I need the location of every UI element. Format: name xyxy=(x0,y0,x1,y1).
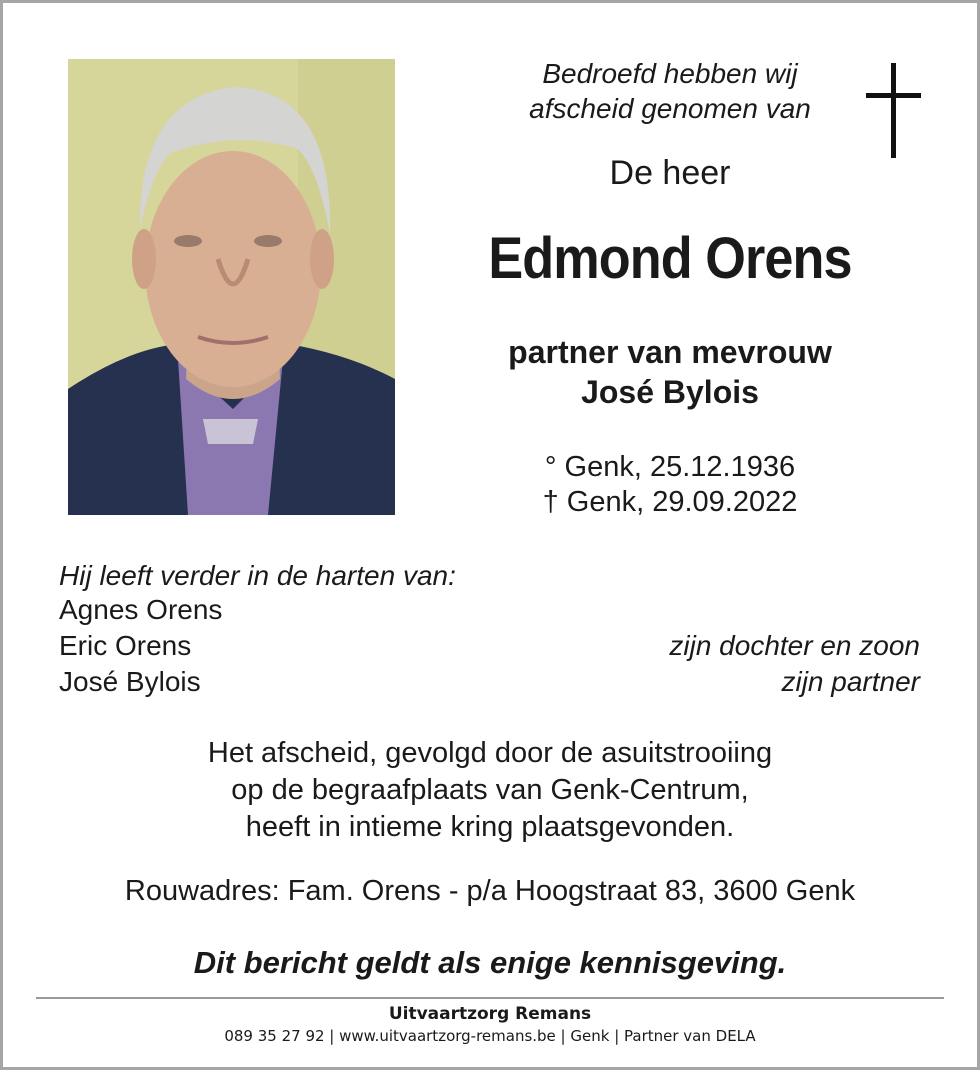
deceased-name: Edmond Orens xyxy=(488,226,852,291)
notice-text: Dit bericht geldt als enige kennisgeving. xyxy=(193,945,787,980)
partner-text xyxy=(430,332,910,412)
mourning-address: Rouwadres: Fam. Orens - p/a Hoogstraat 83, 3600 Genk xyxy=(124,875,856,907)
partner-line-1: partner van mevrouw xyxy=(508,334,832,370)
family-member-name: José Bylois xyxy=(59,666,201,697)
death-date: † Genk, 29.09.2022 xyxy=(542,486,798,518)
funeral-home-name: Uitvaartzorg Remans xyxy=(388,1004,592,1024)
family-member-name: Agnes Orens xyxy=(59,594,223,625)
announcement-line-2: op de begraafplaats van Genk-Centrum, xyxy=(231,774,749,806)
intro-line-2: afscheid genomen van xyxy=(529,93,811,124)
partner-line-2: José Bylois xyxy=(581,374,759,410)
intro-line-1: Bedroefd hebben wij xyxy=(542,58,798,89)
portrait-photo xyxy=(68,59,395,515)
birth-date: ° Genk, 25.12.1936 xyxy=(544,451,796,483)
footer-divider xyxy=(36,997,944,999)
life-dates xyxy=(430,450,910,520)
family-member-name: Eric Orens xyxy=(59,630,192,661)
farewell-announcement xyxy=(0,735,980,846)
family-member-relation: zijn partner xyxy=(781,666,920,697)
announcement-line-1: Het afscheid, gevolgd door de asuitstrooiing xyxy=(207,737,773,769)
funeral-home-info: 089 35 27 92 | www.uitvaartzorg-remans.be | Genk | Partner van DELA xyxy=(224,1027,756,1045)
intro-text xyxy=(430,56,910,126)
family-member-relation: zijn dochter en zoon xyxy=(669,630,920,661)
announcement-line-3: heeft in intieme kring plaatsgevonden. xyxy=(245,811,735,843)
family-intro: Hij leeft verder in de harten van: xyxy=(59,560,456,591)
honorific-title: De heer xyxy=(609,154,731,192)
